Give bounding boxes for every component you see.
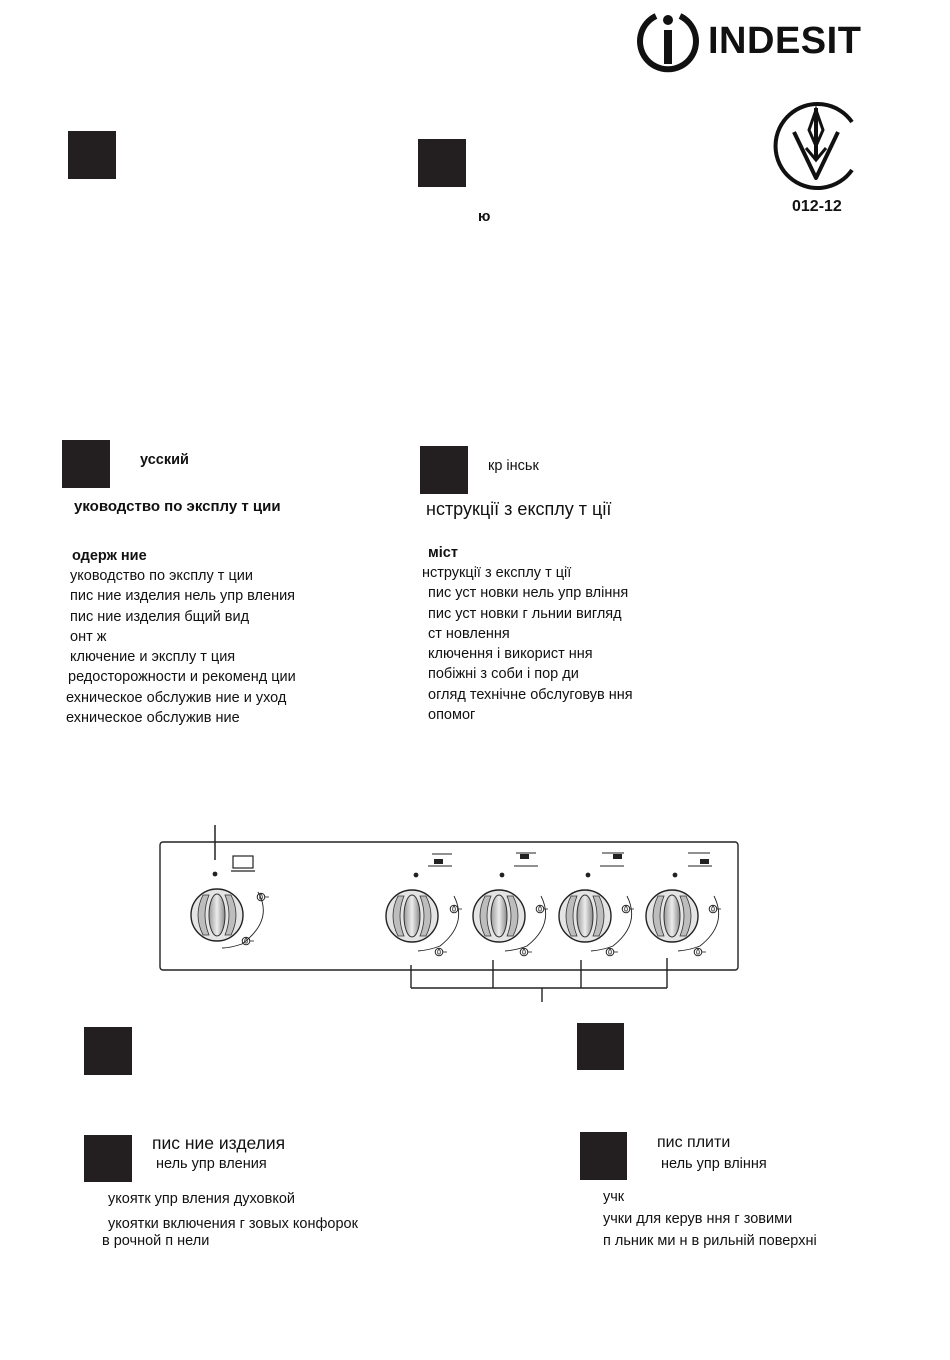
list-item: пис уст новки нель упр вління: [428, 585, 629, 602]
item-ru-2: укоятки включения г зовых конфорок: [108, 1216, 358, 1232]
language-label-ru: усский: [140, 452, 189, 468]
list-item: нструкції з експлу т ції: [422, 565, 572, 581]
item-ru-3: в рочной п нели: [102, 1233, 210, 1249]
certification-mark: [772, 98, 862, 222]
burner-position-icon: [700, 859, 709, 864]
section-marker-ua-mid: [577, 1023, 624, 1070]
item-ua-2: учки для керув ння г зовими: [603, 1211, 793, 1227]
language-marker-ru: [62, 440, 110, 488]
manual-title-ru: уководство по эксплу т ции: [74, 498, 281, 515]
description-title-ua: пис плити: [657, 1134, 731, 1151]
description-marker-ru: [84, 1135, 132, 1182]
burner-position-icon: [613, 854, 622, 859]
list-item: пис уст новки г льнии вигляд: [428, 605, 622, 622]
indesit-logo-icon: [636, 8, 700, 74]
brand-name: INDESIT: [708, 20, 862, 62]
section-marker-ua-top: [418, 139, 466, 187]
description-title-ru: пис ние изделия: [152, 1133, 286, 1153]
language-marker-ua: [420, 446, 468, 494]
ukrainian-conformity-mark-icon: [772, 98, 862, 194]
section-marker-ru-top: [68, 131, 116, 179]
contents-title-ua: міст: [428, 545, 458, 561]
oven-knob[interactable]: [191, 889, 243, 941]
item-ua-3: п льник ми н в рильній поверхні: [603, 1233, 817, 1249]
section-marker-ru-mid: [84, 1027, 132, 1075]
panel-subtitle-ru: нель упр вления: [156, 1156, 267, 1172]
list-item: пис ние изделия нель упр вления: [70, 588, 296, 605]
brand-logo: [636, 8, 881, 74]
item-ru-1: укоятк упр вления духовкой: [108, 1191, 295, 1207]
list-item: ключение и эксплу т ция: [70, 649, 236, 666]
burner-position-icon: [520, 854, 529, 859]
contents-list-ua: [422, 563, 633, 725]
list-item: побіжні з соби і пор ди: [428, 666, 579, 683]
item-ua-1: учк: [603, 1189, 625, 1205]
list-item: ехническое обслужив ние: [66, 710, 240, 727]
panel-subtitle-ua: нель упр вління: [661, 1156, 767, 1172]
list-item: огляд технічне обслуговув ння: [428, 686, 633, 703]
manual-title-ua: нструкції з експлу т ції: [426, 499, 612, 519]
list-item: ст новлення: [428, 625, 510, 642]
description-marker-ua: [580, 1132, 627, 1180]
list-item: опомог: [428, 707, 476, 724]
language-label-ua: кр інськ: [488, 458, 539, 474]
contents-list-ru: [68, 566, 296, 728]
list-item: редосторожности и рекоменд ции: [68, 669, 296, 686]
list-item: ключення і використ ння: [428, 646, 593, 663]
ua-top-fragment: ю: [478, 209, 491, 225]
list-item: пис ние изделия бщий вид: [70, 608, 250, 625]
list-item: уководство по эксплу т ции: [70, 568, 253, 584]
contents-title-ru: одерж ние: [72, 548, 147, 564]
cert-code: 012-12: [792, 198, 842, 215]
list-item: ехническое обслужив ние и уход: [66, 689, 287, 706]
control-panel-diagram: [150, 820, 750, 1010]
list-item: онт ж: [70, 628, 107, 645]
burner-position-icon: [434, 859, 443, 864]
